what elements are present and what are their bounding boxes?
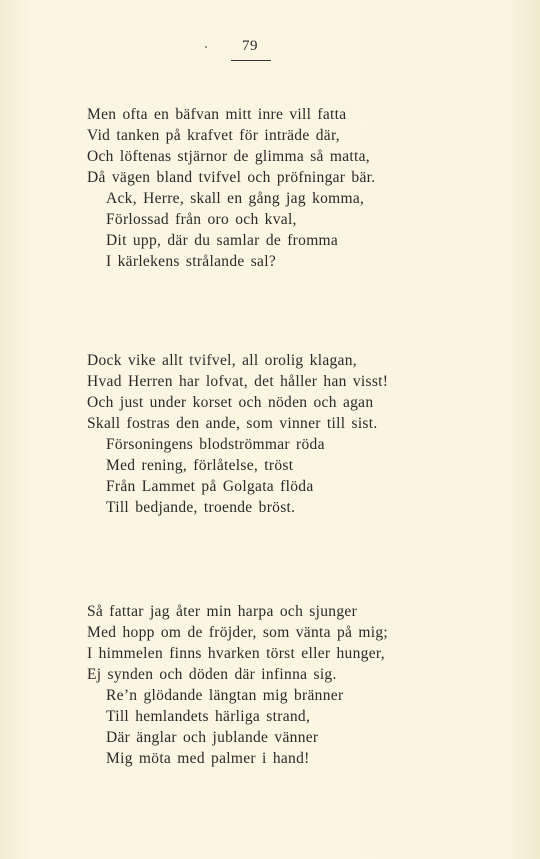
poem-line: Förlossad från oro och kval, — [106, 211, 297, 228]
poem-line: Mig möta med palmer i hand! — [106, 750, 310, 767]
page-number-rule — [231, 60, 271, 61]
poem-line: Då vägen bland tvifvel och pröfningar bär. — [87, 169, 376, 186]
poem-line: Vid tanken på krafvet för inträde där, — [87, 127, 340, 144]
page-number — [0, 38, 500, 55]
poem-line: Men ofta en bäfvan mitt inre vill fatta — [87, 106, 347, 123]
poem-line: Där änglar och jublande vänner — [106, 729, 319, 746]
poem-line: Dock vike allt tvifvel, all orolig klagan, — [87, 352, 357, 369]
poem-line: Ack, Herre, skall en gång jag komma, — [106, 190, 365, 207]
page-number-text: 79 — [242, 38, 258, 54]
poem-line: Dit upp, där du samlar de fromma — [106, 232, 339, 249]
poem-line: Ej synden och döden där infinna sig. — [87, 666, 337, 683]
poem-line: Och just under korset och nöden och agan — [87, 394, 374, 411]
poem-line: I himmelen finns hvarken törst eller hunger, — [87, 645, 385, 662]
poem-line: I kärlekens strålande sal? — [106, 253, 277, 270]
stanza-3 — [87, 601, 388, 769]
poem-line: Med rening, förlåtelse, tröst — [106, 457, 294, 474]
stanza-2 — [87, 350, 388, 518]
poem-line: Från Lammet på Golgata flöda — [106, 478, 314, 495]
poem-line: Re’n glödande längtan mig bränner — [106, 687, 344, 704]
poem-line: Till bedjande, troende bröst. — [106, 499, 296, 516]
stanza-1 — [87, 104, 375, 272]
poem-line: Till hemlandets härliga strand, — [106, 708, 311, 725]
poem-line: Hvad Herren har lofvat, det håller han visst! — [87, 373, 389, 390]
poem-line: Skall fostras den ande, som vinner till sist. — [87, 415, 378, 432]
poem-line: Med hopp om de fröjder, som vänta på mig; — [87, 624, 389, 641]
poem-line: Och löftenas stjärnor de glimma så matta, — [87, 148, 370, 165]
poem-line: Så fattar jag åter min harpa och sjunger — [87, 603, 358, 620]
poem-line: Försoningens blodströmmar röda — [106, 436, 325, 453]
